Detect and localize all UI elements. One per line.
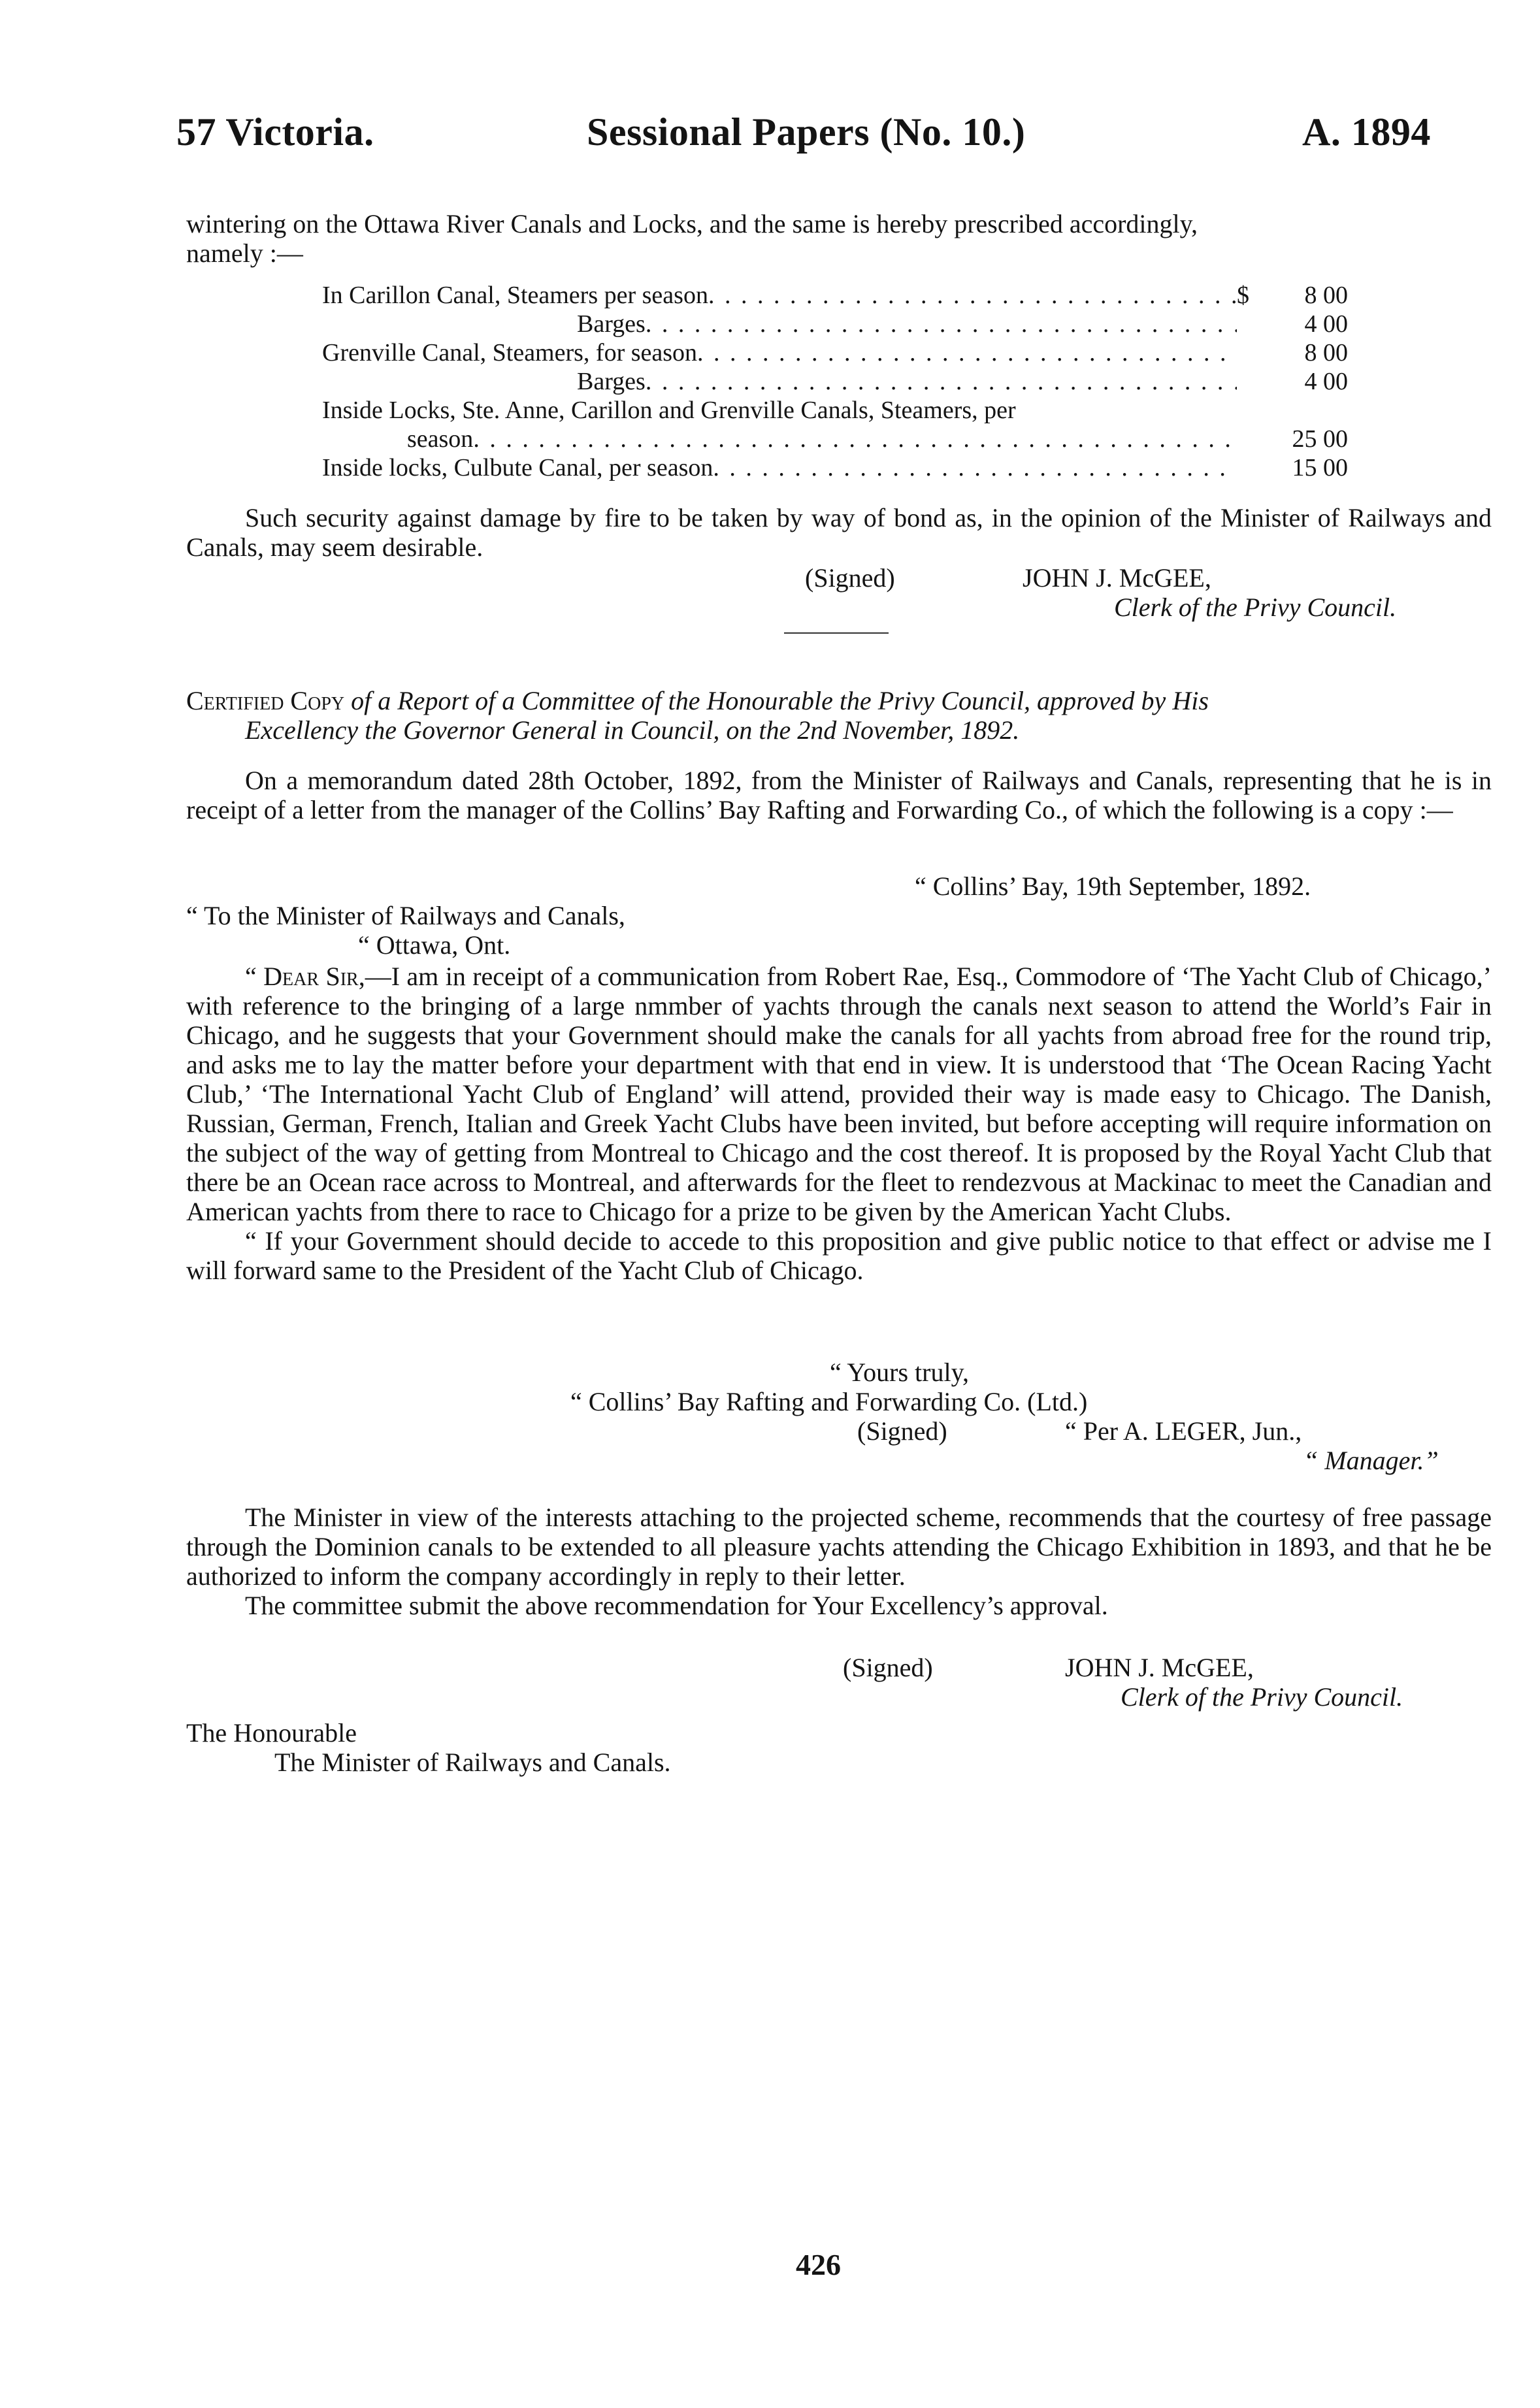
certified-line-2: Excellency the Governor General in Council, on the 2nd November, 1892. — [245, 715, 1020, 745]
toll-label: season — [407, 425, 474, 453]
intro-line-2: namely :— — [186, 238, 303, 268]
toll-table — [322, 281, 1348, 482]
leader-dots — [646, 310, 1237, 338]
header-session: 57 Victoria. — [176, 110, 374, 154]
recipient-line-1: The Honourable — [186, 1718, 357, 1748]
recommendation-block — [186, 1503, 1492, 1620]
toll-amount: 25 00 — [1292, 425, 1348, 453]
letter-signatory: “ Per A. LEGER, Jun., — [1065, 1416, 1302, 1446]
memorandum-block — [186, 766, 1492, 824]
letter-address: “ Ottawa, Ont. — [358, 930, 511, 960]
toll-amount: 8 00 — [1304, 339, 1348, 366]
toll-label: Inside Locks, Ste. Anne, Carillon and Grenville Canals, Steamers, per — [322, 397, 1016, 424]
letter-paragraph-2: “ If your Government should decide to accede to this proposition and give public notice to that effect or advise me I will forward same to the President of the Yacht Club of Chicago. — [186, 1226, 1492, 1285]
leader-dots — [713, 453, 1237, 482]
letter-salutation: “ Dear Sir, — [245, 962, 365, 991]
page-number: 426 — [796, 2248, 841, 2281]
toll-row — [322, 310, 1348, 338]
signed-label: (Signed) — [805, 563, 895, 593]
toll-label: Barges — [577, 310, 646, 338]
signatory-title: Clerk of the Privy Council. — [1121, 1682, 1403, 1712]
committee-paragraph: The committee submit the above recommendation for Your Excellency’s approval. — [245, 1591, 1108, 1620]
letter-paragraph-1 — [186, 962, 1492, 1226]
toll-currency: $ — [1237, 282, 1249, 309]
toll-row — [322, 425, 1348, 453]
signed-label: (Signed) — [843, 1653, 933, 1682]
letter-body — [186, 962, 1492, 1285]
signatory-name: JOHN J. McGEE, — [1023, 563, 1211, 593]
signatory-name: JOHN J. McGEE, — [1065, 1653, 1254, 1682]
toll-label: Grenville Canal, Steamers, for season — [322, 339, 698, 366]
toll-label: Inside locks, Culbute Canal, per season — [322, 454, 713, 481]
toll-row — [322, 453, 1348, 482]
leader-dots — [708, 281, 1237, 310]
toll-amount: 4 00 — [1304, 368, 1348, 395]
toll-label: In Carillon Canal, Steamers per season — [322, 282, 708, 309]
header-year: A. 1894 — [1302, 110, 1431, 154]
toll-label: Barges — [577, 368, 646, 395]
toll-row — [322, 367, 1348, 396]
leader-dots — [697, 338, 1237, 367]
toll-row — [322, 396, 1348, 425]
toll-amount: 4 00 — [1304, 310, 1348, 338]
leader-dots — [646, 367, 1237, 396]
security-paragraph: Such security against damage by fire to be taken by way of bond as, in the opinion of the Minister of Railways and Canals, may seem desirable. — [186, 503, 1492, 562]
minister-paragraph: The Minister in view of the interests attaching to the projected scheme, recommends that the courtesy of free passage through the Dominion canals to be extended to all pleasure yachts attending the Chicago Exhibition in 1893, and that he be authorized to inform the company accordingly in reply to their letter. — [186, 1503, 1492, 1591]
section-divider — [784, 632, 889, 634]
letter-closing: “ Yours truly, — [830, 1358, 969, 1387]
intro-block — [186, 209, 1492, 268]
security-block — [186, 503, 1492, 562]
certified-line-1: of a Report of a Committee of the Honourable the Privy Council, approved by His — [351, 686, 1209, 715]
toll-row — [322, 338, 1348, 367]
toll-amount: 8 00 — [1304, 282, 1348, 309]
header-title: Sessional Papers (No. 10.) — [587, 110, 1026, 154]
letter-addressee: “ To the Minister of Railways and Canals, — [186, 901, 625, 930]
memorandum-paragraph: On a memorandum dated 28th October, 1892, from the Minister of Railways and Canals, representing that he is in receipt of a letter from the manager of the Collins’ Bay Rafting and Forwarding Co., of which the following is a copy :— — [186, 766, 1492, 824]
certified-heading — [186, 686, 1492, 745]
toll-amount: 15 00 — [1292, 454, 1348, 481]
letter-signed-label: (Signed) — [857, 1416, 947, 1446]
letter-company: “ Collins’ Bay Rafting and Forwarding Co. (Ltd.) — [570, 1387, 1088, 1416]
letter-body-text: —I am in receipt of a communication from Robert Rae, Esq., Commodore of ‘The Yacht Club of Chicago,’ with reference to the bringing of a large nmmber of yachts through the canals next season to attend the World’s Fair in Chicago, and he suggests that your Government should make the canals for all yachts from abroad free for the round trip, and asks me to lay the matter before your department with that end in view. It is understood that ‘The Ocean Racing Yacht Club,’ ‘The International Yacht Club of England’ will attend, provided their way is made easy to Chicago. The Danish, Russian, German, French, Italian and Greek Yacht Clubs have been invited, but before accepting will require information on the subject of the way of getting from Montreal to Chicago and the cost thereof. It is proposed by the Royal Yacht Club that there be an Ocean race across to Montreal, and afterwards for the fleet to rendezvous at Mackinac to meet the Canadian and American yachts from there to race to Chicago for a prize to be given by the American Yacht Clubs. — [186, 962, 1492, 1226]
certified-label: Certified Copy — [186, 686, 345, 715]
letter-signatory-role: “ Manager.” — [1303, 1446, 1439, 1475]
toll-row — [322, 281, 1348, 310]
letter-place-date: “ Collins’ Bay, 19th September, 1892. — [915, 871, 1311, 901]
leader-dots — [473, 425, 1237, 453]
recipient-line-2: The Minister of Railways and Canals. — [274, 1748, 671, 1777]
signatory-title: Clerk of the Privy Council. — [1114, 593, 1397, 622]
intro-line-1: wintering on the Ottawa River Canals and Locks, and the same is hereby prescribed accordingly, — [186, 209, 1198, 238]
